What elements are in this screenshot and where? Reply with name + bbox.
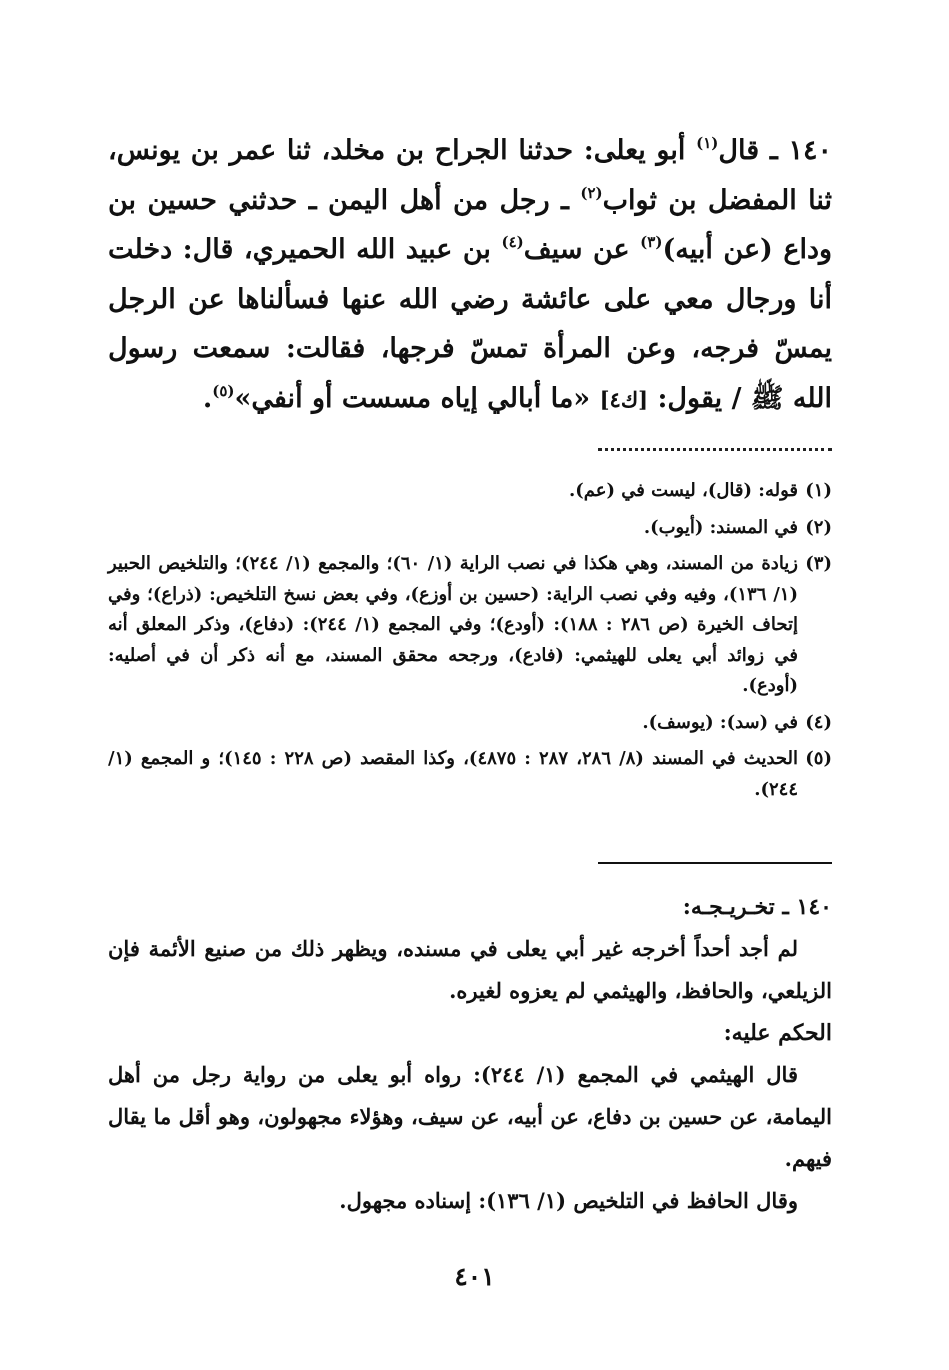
footnote-number: (٥): [805, 748, 832, 769]
ruling-paragraph: قال الهيثمي في المجمع (١/ ٢٤٤): رواه أبو يعلى من رواية رجل من أهل اليمامة، عن حسين بن دفاع، عن أبيه، عن سيف، وهؤلاء مجهولون، وهو أقل ما يقال فيهم.: [108, 1062, 832, 1171]
hadith-segment: عن سيف: [523, 234, 630, 265]
takhrij-heading: ١٤٠ ـ تخـريـجـه:: [682, 894, 832, 920]
footnote-marker: (٤): [501, 233, 524, 251]
hadith-text: [108, 126, 832, 424]
footnote-item: [108, 513, 832, 544]
takhrij-paragraph: لم أجد أحداً أخرجه غير أبي يعلى في مسنده، ويظهر ذلك من صنيع الأئمة فإن الزيلعي، والحافظ، والهيثمي لم يعزوه لغيره.: [108, 936, 832, 1003]
footnote-marker: (٣): [640, 233, 663, 251]
hadith-number: ١٤٠: [788, 135, 832, 166]
section-divider: [598, 862, 832, 864]
footnote-item: [108, 744, 832, 805]
footnote-text: في المسند: (أيوب).: [643, 516, 798, 538]
takhrij-section: [108, 886, 832, 1222]
footnote-number: (٢): [805, 516, 832, 538]
footnote-number: (١): [805, 480, 832, 501]
footnote-number: (٤): [805, 711, 832, 733]
ruling-heading: الحكم عليه:: [723, 1020, 832, 1046]
footnotes: [108, 476, 832, 811]
hadith-segment: بن عبيد الله الحميري، قال: دخلت أنا ورجال معي على عائشة رضي الله عنها فسألناها عن الرجل يمسّ فرجه، وعن المرأة تمسّ فرجها، فقالت: سمعت رسول الله ﷺ / يقول:: [108, 234, 832, 414]
hadith-end: .: [202, 382, 213, 414]
hadith-segment: أبو يعلى: حدثنا الجراح بن مخلد، ثنا عمر بن يونس، ثنا المفضل بن ثواب: [108, 135, 833, 216]
manuscript-folio-ref: [ك٤]: [599, 386, 649, 412]
footnote-marker: (٥): [212, 381, 235, 400]
ruling-paragraph: وقال الحافظ في التلخيص (١/ ١٣٦): إسناده مجهول.: [339, 1188, 798, 1213]
footnote-text: زيادة من المسند، وهي هكذا في نصب الراية (١/ ٦٠)؛ والمجمع (١/ ٢٤٤)؛ والتلخيص الحبير (١/ ١٣٦)، وفيه وفي نصب الراية: (حسين بن أوزع)، وفي بعض نسخ التلخيص: (ذراع)؛ وفي إتحاف الخيرة (ص ٢٨٦ : ١٨٨): (أودع)؛ وفي المجمع (١/ ٢٤٤): (دفاع)، وذكر المعلق أنه في زوائد أبي يعلى للهيثمي: (فادع)، ورجحه محقق المسند، مع أنه ذكر أن في أصليه: (أودع).: [108, 553, 799, 696]
hadith-paragraph: [108, 126, 832, 424]
footnote-item: [108, 476, 832, 507]
footnote-marker: (٢): [580, 183, 603, 202]
footnote-text: الحديث في المسند (٨/ ٢٨٦، ٢٨٧ : ٤٨٧٥)، وكذا المقصد (ص ٢٢٨ : ١٤٥)؛ و المجمع (١/ ٢٤٤).: [108, 748, 799, 800]
hadith-quote: «ما أبالي إياه مسست أو أنفي»: [234, 382, 591, 414]
hadith-segment: ـ رجل من أهل اليمن ـ حدثني حسين بن وداع (عن أبيه): [108, 184, 833, 265]
hadith-dash: ـ: [769, 135, 778, 166]
footnote-text: قوله: (قال)، ليست في (عم).: [568, 480, 798, 501]
page-number: ٤٠١: [454, 1262, 495, 1291]
footnote-number: (٣): [805, 553, 832, 574]
footnote-item: [108, 549, 832, 702]
footnote-text: في (سد): (يوسف).: [642, 711, 798, 733]
footnote-separator: [598, 448, 832, 451]
footnote-item: [108, 708, 832, 739]
footnote-marker: (١): [696, 134, 719, 152]
hadith-segment: قال: [718, 135, 760, 166]
